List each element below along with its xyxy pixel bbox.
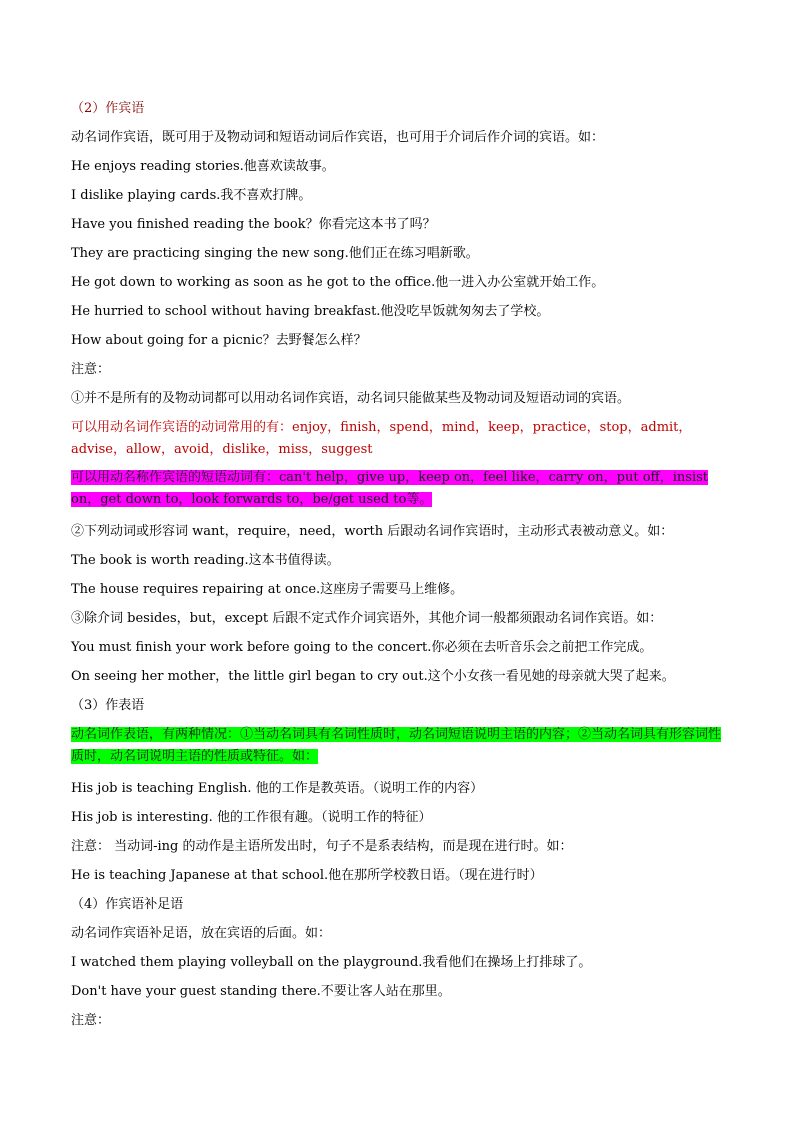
section-heading-complement: （4）作宾语补足语 (71, 897, 184, 912)
example-sentence: They are practicing singing the new song.他们正在练习唱新歌。 (71, 246, 479, 261)
example-sentence: How about going for a picnic？去野餐怎么样？ (71, 333, 367, 348)
example-sentence: On seeing her mother，the little girl began to cry out.这个小女孩一看见她的母亲就大哭了起来。 (71, 669, 675, 684)
predicative-explanation (71, 724, 726, 768)
section-heading-object: （2）作宾语 (71, 101, 145, 116)
paragraph-intro: 动名词作宾语，既可用于及物动词和短语动词后作宾语，也可用于介词后作介词的宾语。如： (71, 130, 605, 145)
note-item-2: ②下列动词或形容词 want，require，need，worth 后跟动名词作宾语时，主动形式表被动意义。如： (71, 524, 674, 539)
note-label: 注意： (71, 362, 111, 377)
example-sentence: He is teaching Japanese at that school.他在那所学校教日语。（现在进行时） (71, 868, 543, 883)
example-sentence: His job is interesting. 他的工作很有趣。（说明工作的特征） (71, 810, 432, 825)
example-sentence: You must finish your work before going to the concert.你必须在去听音乐会之前把工作完成。 (71, 640, 653, 655)
example-sentence: He got down to working as soon as he got to the office.他一进入办公室就开始工作。 (71, 275, 605, 290)
example-sentence: He hurried to school without having breakfast.他没吃早饭就匆匆去了学校。 (71, 304, 550, 319)
example-sentence: Don't have your guest standing there.不要让客人站在那里。 (71, 984, 451, 999)
verb-list: 可以用动名词作宾语的动词常用的有：enjoy，finish，spend，mind，keep，practice，stop，admit，advise，allow，avoid，dislike，miss，suggest (71, 420, 692, 457)
note-item-1: ①并不是所有的及物动词都可以用动名词作宾语，动名词只能做某些及物动词及短语动词的宾语。 (71, 391, 631, 406)
example-sentence: He enjoys reading stories.他喜欢读故事。 (71, 159, 335, 174)
note-present-progressive: 注意： 当动词-ing 的动作是主语所发出时，句子不是系表结构，而是现在进行时。如： (71, 839, 573, 854)
document-page (71, 94, 731, 1035)
example-sentence: Have you finished reading the book？你看完这本书了吗？ (71, 217, 436, 232)
note-label: 注意： (71, 1013, 111, 1028)
example-sentence: The house requires repairing at once.这座房子需要马上维修。 (71, 582, 464, 597)
example-sentence: I dislike playing cards.我不喜欢打牌。 (71, 188, 312, 203)
example-sentence: His job is teaching English. 他的工作是教英语。（说明工作的内容） (71, 781, 484, 796)
note-item-3: ③除介词 besides，but，except 后跟不定式作介词宾语外，其他介词一般都须跟动名词作宾语。如： (71, 611, 663, 626)
section-heading-predicative: （3）作表语 (71, 698, 145, 713)
paragraph-complement: 动名词作宾语补足语，放在宾语的后面。如： (71, 926, 332, 941)
highlighted-text: 动名词作表语，有两种情况：①当动名词具有名词性质时，动名词短语说明主语的内容；②当动名词具有形容词性质时，动名词说明主语的性质或特征。如： (71, 727, 722, 764)
highlighted-text: 可以用动名称作宾语的短语动词有：can't help，give up，keep on，feel like，carry on，put off，insist on，get down to，look forwards to，be/get used to等。 (71, 470, 709, 507)
phrasal-verb-list (71, 467, 726, 511)
example-sentence: I watched them playing volleyball on the playground.我看他们在操场上打排球了。 (71, 955, 592, 970)
example-sentence: The book is worth reading.这本书值得读。 (71, 553, 340, 568)
